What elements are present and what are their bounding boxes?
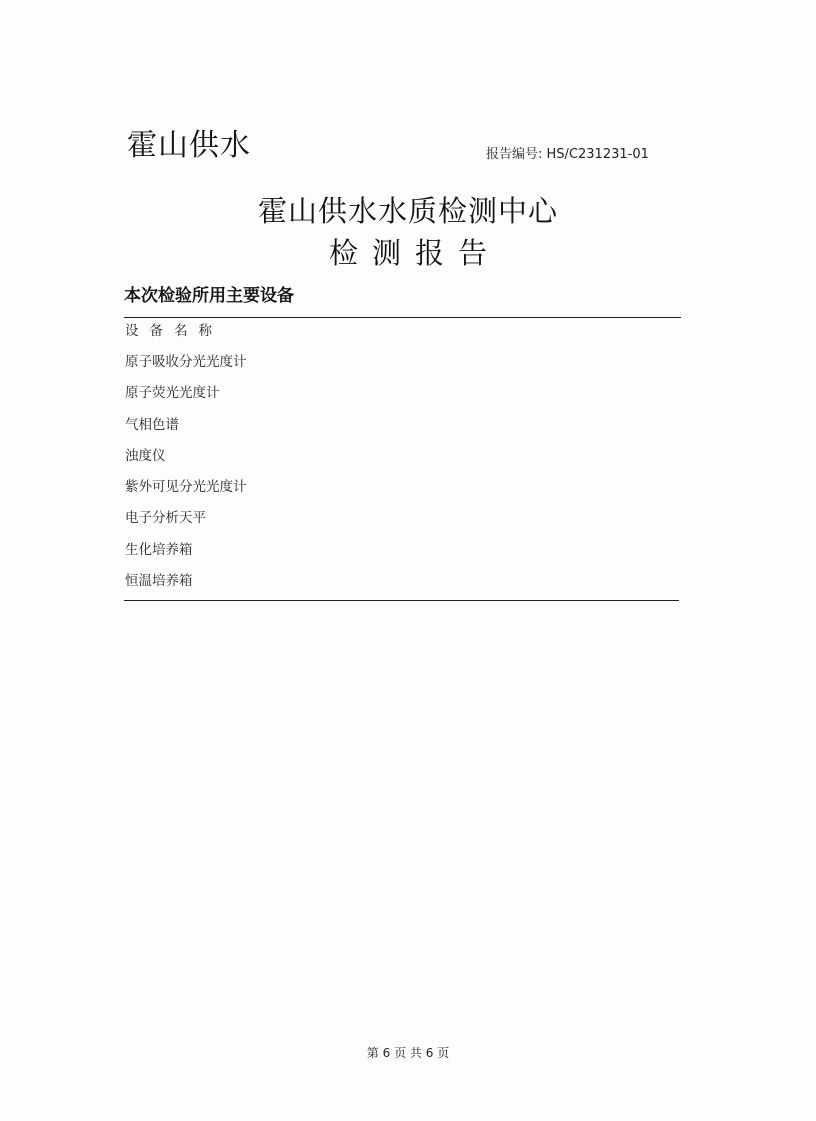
- equipment-column-header: 设备名称: [125, 323, 223, 339]
- equipment-item: 电子分析天平: [125, 510, 206, 527]
- page-total: 6: [425, 1046, 434, 1060]
- table-bottom-rule: [124, 600, 679, 601]
- equipment-item: 生化培养箱: [125, 541, 193, 558]
- report-title-type: 检测报告: [328, 236, 501, 270]
- report-number-label: 报告编号:: [486, 147, 543, 162]
- page-mid: 页 共: [394, 1046, 422, 1060]
- equipment-item: 原子吸收分光光度计: [125, 354, 247, 370]
- section-heading: 本次检验所用主要设备: [124, 286, 294, 306]
- report-number-value: HS/C231231-01: [546, 147, 649, 162]
- page-current: 6: [382, 1046, 391, 1060]
- report-number: [486, 146, 649, 164]
- equipment-item: 气相色谱: [125, 416, 179, 433]
- page-suffix: 页: [437, 1046, 450, 1060]
- org-logo-text: 霍山供水: [127, 128, 251, 163]
- equipment-item: 浊度仪: [125, 447, 166, 464]
- equipment-list: [125, 320, 675, 602]
- equipment-item: 原子荧光光度计: [125, 385, 220, 402]
- equipment-item: 紫外可见分光光度计: [125, 479, 247, 496]
- page-prefix: 第: [366, 1046, 379, 1060]
- equipment-item: 恒温培养箱: [125, 573, 193, 590]
- report-title-org: 霍山供水水质检测中心: [257, 194, 558, 228]
- table-top-rule: [124, 317, 681, 318]
- page-footer: [0, 1045, 816, 1061]
